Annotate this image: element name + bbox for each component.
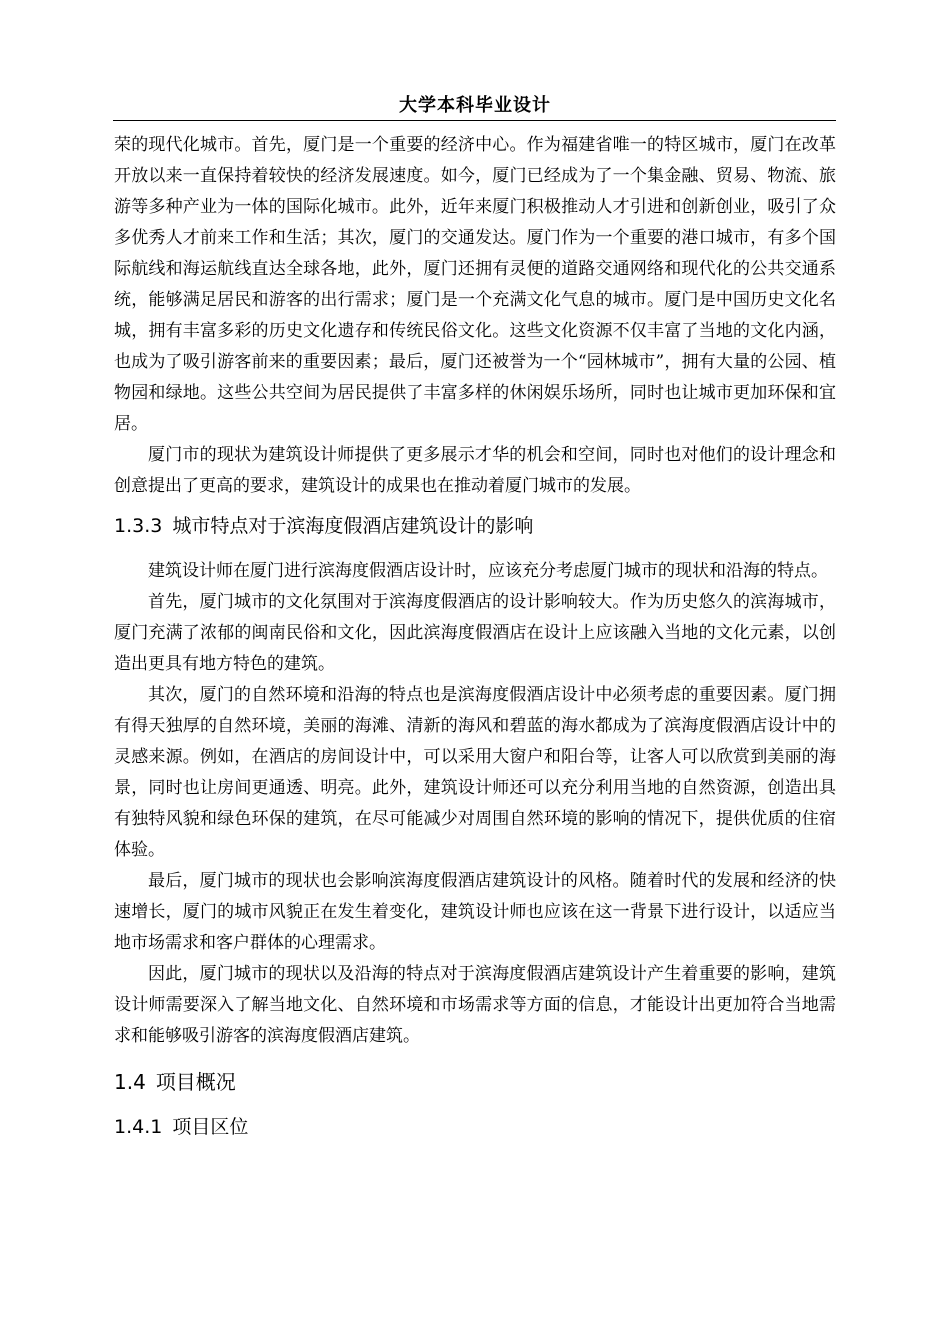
section-heading-1-3-3: [114, 512, 836, 540]
paragraph: 厦门市的现状为建筑设计师提供了更多展示才华的机会和空间，同时也对他们的设计理念和创意提出了更高的要求，建筑设计的成果也在推动着厦门城市的发展。: [114, 445, 836, 496]
header-divider: [113, 120, 836, 121]
page-header-title: 大学本科毕业设计: [399, 95, 551, 116]
paragraph: 因此，厦门城市的现状以及沿海的特点对于滨海度假酒店建筑设计产生着重要的影响，建筑设计师需要深入了解当地文化、自然环境和市场需求等方面的信息，才能设计出更加符合当地需求和能够吸引游客的滨海度假酒店建筑。: [114, 964, 836, 1046]
paragraph: 首先，厦门城市的文化氛围对于滨海度假酒店的设计影响较大。作为历史悠久的滨海城市，厦门充满了浓郁的闽南民俗和文化，因此滨海度假酒店在设计上应该融入当地的文化元素，以创造出更具有地方特色的建筑。: [114, 592, 836, 674]
section-title: 项目概况: [155, 1070, 236, 1094]
section-heading-1-4-1: [114, 1113, 836, 1141]
section-number: 1.4.1: [114, 1116, 163, 1138]
paragraph-continued: 荣的现代化城市。首先，厦门是一个重要的经济中心。作为福建省唯一的特区城市，厦门在改革开放以来一直保持着较快的经济发展速度。如今，厦门已经成为了一个集金融、贸易、物流、旅游等多种产业为一体的国际化城市。此外，近年来厦门积极推动人才引进和创新创业，吸引了众多优秀人才前来工作和生活；其次，厦门的交通发达。厦门作为一个重要的港口城市，有多个国际航线和海运航线直达全球各地，此外，厦门还拥有灵便的道路交通网络和现代化的公共交通系统，能够满足居民和游客的出行需求；厦门是一个充满文化气息的城市。厦门是中国历史文化名城，拥有丰富多彩的历史文化遗存和传统民俗文化。这些文化资源不仅丰富了当地的文化内涵，也成为了吸引游客前来的重要因素；最后，厦门还被誉为一个“园林城市”，拥有大量的公园、植物园和绿地。这些公共空间为居民提供了丰富多样的休闲娱乐场所，同时也让城市更加环保和宜居。: [114, 135, 836, 434]
paragraph: 最后，厦门城市的现状也会影响滨海度假酒店建筑设计的风格。随着时代的发展和经济的快速增长，厦门的城市风貌正在发生着变化，建筑设计师也应该在这一背景下进行设计，以适应当地市场需求和客户群体的心理需求。: [114, 871, 836, 953]
paragraph: 其次，厦门的自然环境和沿海的特点也是滨海度假酒店设计中必须考虑的重要因素。厦门拥有得天独厚的自然环境，美丽的海滩、清新的海风和碧蓝的海水都成为了滨海度假酒店设计中的灵感来源。例如，在酒店的房间设计中，可以采用大窗户和阳台等，让客人可以欣赏到美丽的海景，同时也让房间更通透、明亮。此外，建筑设计师还可以充分利用当地的自然资源，创造出具有独特风貌和绿色环保的建筑，在尽可能减少对周围自然环境的影响的情况下，提供优质的住宿体验。: [114, 685, 836, 860]
paragraph: 建筑设计师在厦门进行滨海度假酒店设计时，应该充分考虑厦门城市的现状和沿海的特点。: [148, 561, 828, 581]
section-heading-1-4: [114, 1068, 836, 1096]
section-number: 1.3.3: [114, 515, 163, 537]
section-number: 1.4: [114, 1070, 146, 1094]
section-title: 城市特点对于滨海度假酒店建筑设计的影响: [172, 515, 534, 537]
document-body: [114, 130, 836, 1141]
section-title: 项目区位: [172, 1116, 249, 1138]
